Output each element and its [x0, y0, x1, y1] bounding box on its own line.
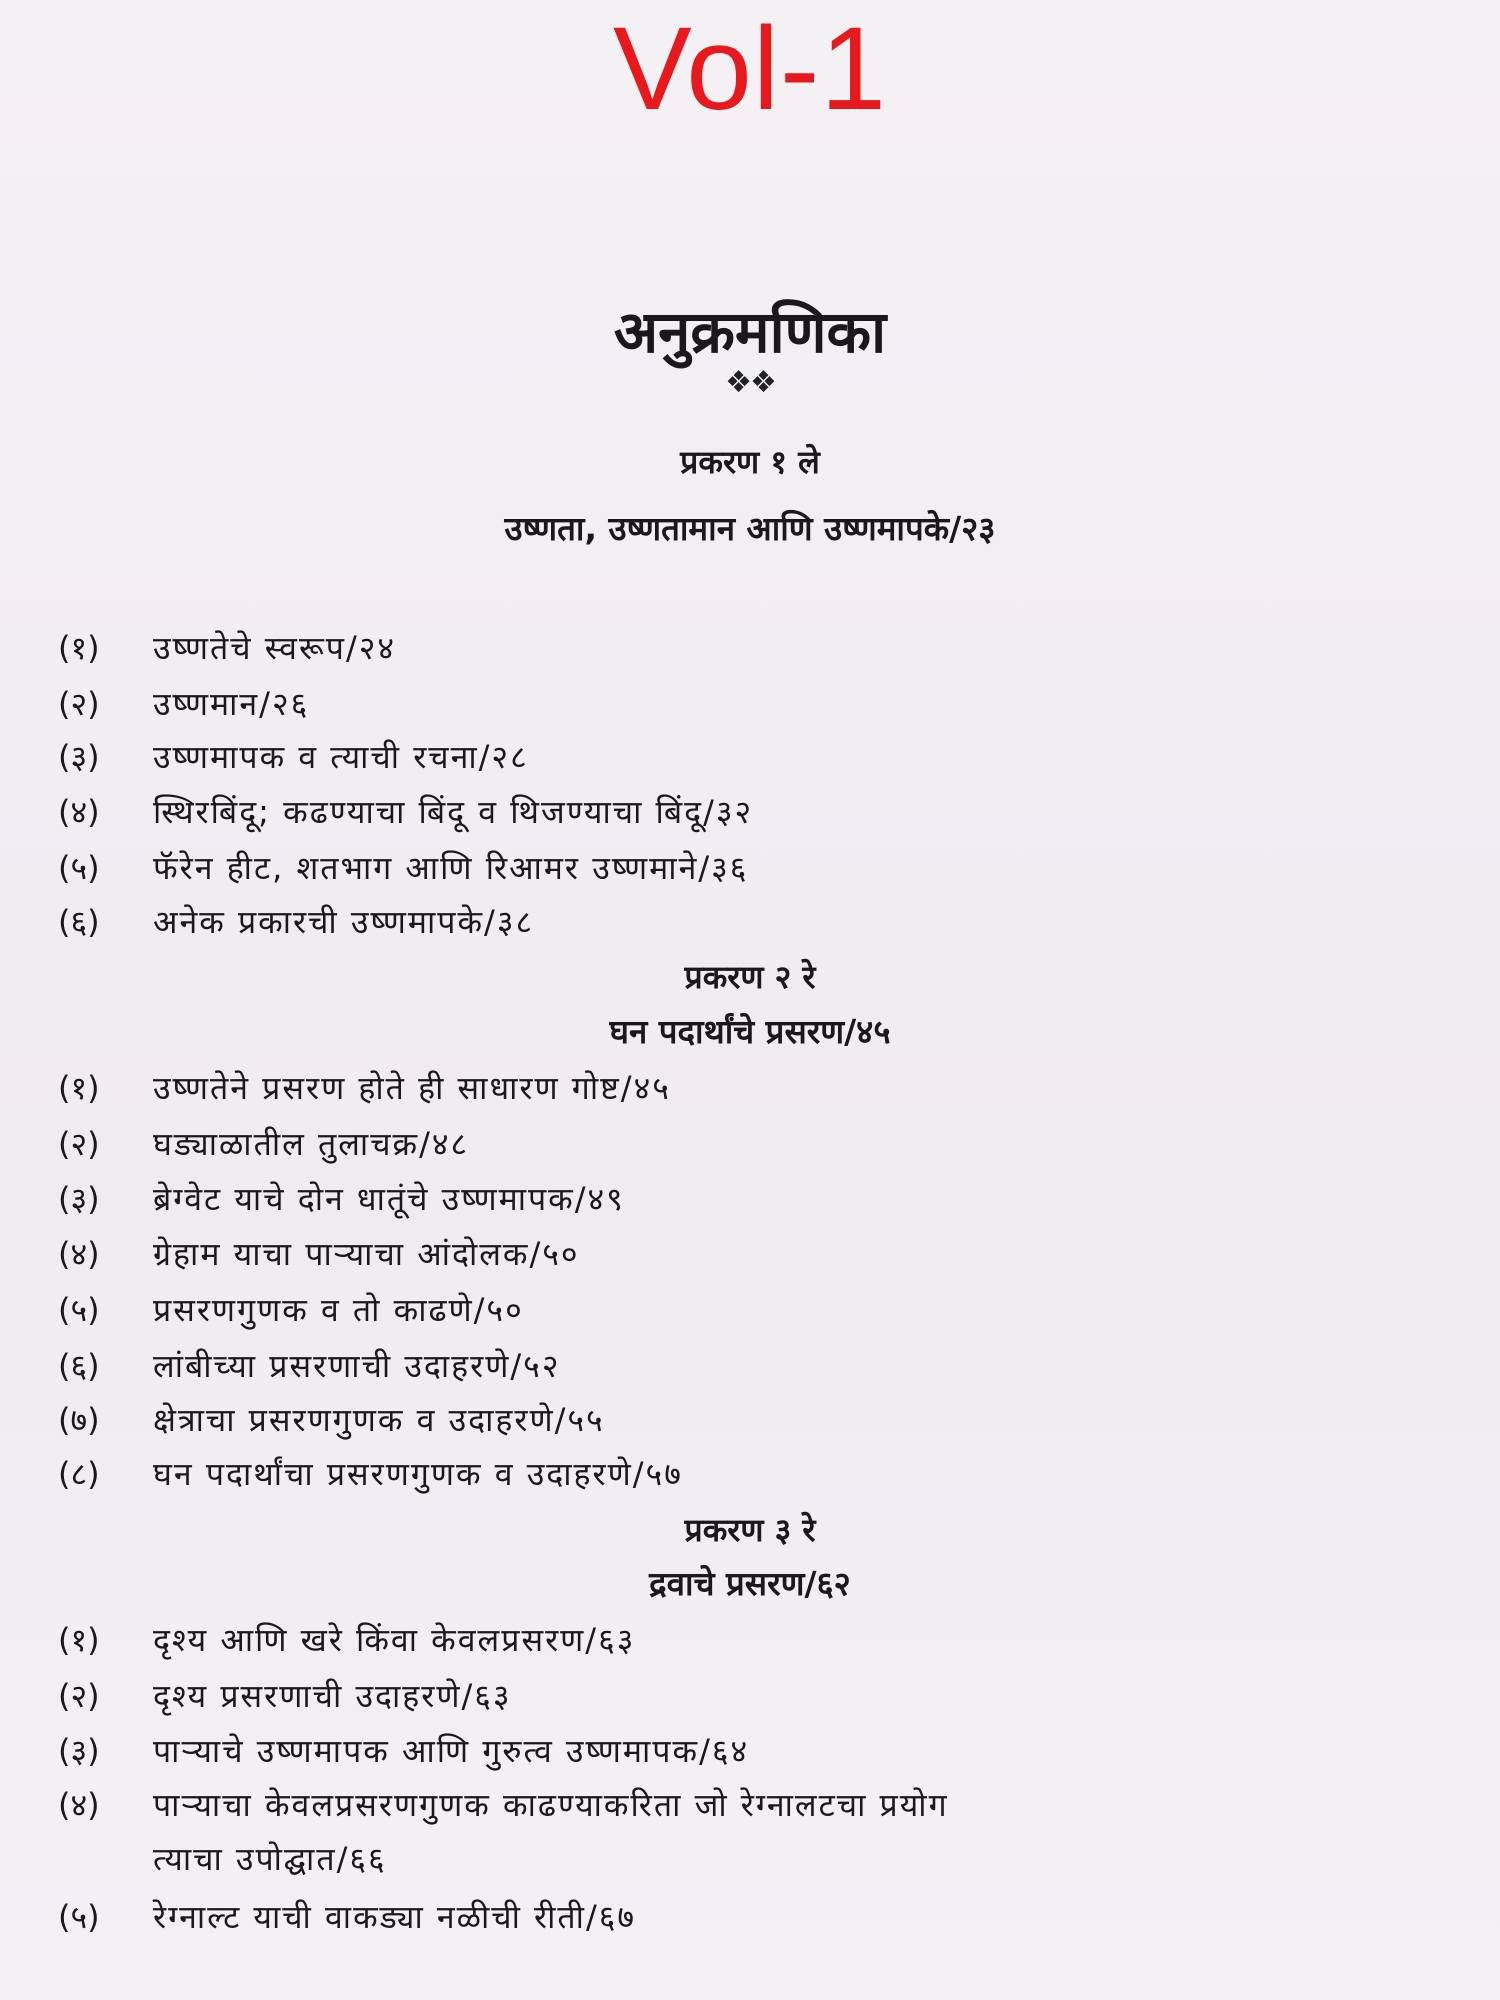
entry-number: (४): [58, 1235, 100, 1273]
entry-number: (१): [58, 1621, 100, 1659]
entry-text: उष्णतेचे स्वरूप/२४: [153, 629, 397, 667]
entry-text: ब्रेग्वेट याचे दोन धातूंचे उष्णमापक/४९: [153, 1180, 625, 1218]
toc-entry: [58, 1454, 1458, 1494]
entry-number: (८): [58, 1455, 100, 1493]
entry-number: (४): [58, 793, 100, 831]
entry-text: पाऱ्याचा केवलप्रसरणगुणक काढण्याकरिता जो रेग्नालटचा प्रयोग: [153, 1786, 949, 1824]
entry-text: घड्याळातील तुलाचक्र/४८: [153, 1125, 470, 1163]
toc-entry: [58, 1124, 1458, 1164]
entry-text: रेग्नाल्ट याची वाकड्या नळीची रीती/६७: [153, 1898, 637, 1936]
toc-entry: [58, 902, 1458, 942]
entry-text: ग्रेहाम याचा पाऱ्याचा आंदोलक/५०: [153, 1235, 580, 1273]
entry-number: (२): [58, 685, 100, 723]
entry-number: (३): [58, 1180, 100, 1218]
entry-text: पाऱ्याचे उष्णमापक आणि गुरुत्व उष्णमापक/६४: [153, 1732, 750, 1770]
entry-text: फॅरेन हीट, शतभाग आणि रिआमर उष्णमाने/३६: [153, 849, 749, 887]
toc-entry: [58, 848, 1458, 888]
toc-entry: [58, 1290, 1458, 1330]
entry-number: (२): [58, 1677, 100, 1715]
entry-number: (१): [58, 629, 100, 667]
entry-number: (२): [58, 1125, 100, 1163]
chapter-2-title: प्रकरण २ रे: [684, 958, 816, 996]
toc-entry: [58, 1897, 1458, 1937]
entry-text: प्रसरणगुणक व तो काढणे/५०: [153, 1291, 524, 1329]
toc-entry: [58, 1234, 1458, 1274]
toc-entry: [58, 684, 1458, 724]
entry-text: अनेक प्रकारची उष्णमापके/३८: [153, 903, 535, 941]
entry-continuation: त्याचा उपोद्घात/६६: [153, 1840, 387, 1878]
entry-number: (५): [58, 1291, 100, 1329]
entry-text: उष्णतेने प्रसरण होते ही साधारण गोष्ट/४५: [153, 1069, 671, 1107]
toc-entry: [58, 1620, 1458, 1660]
entry-number: (३): [58, 1732, 100, 1770]
toc-entry: [58, 792, 1458, 832]
chapter-1-title: प्रकरण १ ले: [680, 443, 820, 481]
toc-entry: [58, 1676, 1458, 1716]
chapter-3-title: प्रकरण ३ रे: [684, 1511, 816, 1549]
entry-text: दृश्य प्रसरणाची उदाहरणे/६३: [153, 1677, 512, 1715]
chapter-3-subtitle: द्रवाचे प्रसरण/६२: [649, 1564, 851, 1603]
ornament-icon: ❖❖: [725, 365, 775, 400]
toc-entry: [58, 737, 1458, 777]
entry-text: क्षेत्राचा प्रसरणगुणक व उदाहरणे/५५: [153, 1401, 605, 1439]
entry-number: (६): [58, 903, 100, 941]
entry-text: घन पदार्थांचा प्रसरणगुणक व उदाहरणे/५७: [153, 1455, 683, 1493]
toc-entry: [58, 1785, 1458, 1879]
entry-number: (६): [58, 1347, 100, 1385]
toc-entry: [58, 1731, 1458, 1771]
toc-entry: [58, 628, 1458, 668]
chapter-1-subtitle: उष्णता, उष्णतामान आणि उष्णमापके/२३: [504, 509, 996, 548]
toc-entry: [58, 1068, 1458, 1108]
entry-text: दृश्य आणि खरे किंवा केवलप्रसरण/६३: [153, 1621, 636, 1659]
toc-entry: [58, 1179, 1458, 1219]
page-title: अनुक्रमणिका: [613, 298, 887, 366]
entry-number: (४): [58, 1786, 100, 1824]
toc-entry: [58, 1346, 1458, 1386]
entry-text: उष्णमापक व त्याची रचना/२८: [153, 738, 529, 776]
toc-entry: [58, 1400, 1458, 1440]
volume-label: Vol-1: [613, 3, 887, 135]
chapter-2-subtitle: घन पदार्थांचे प्रसरण/४५: [609, 1012, 891, 1051]
entry-number: (१): [58, 1069, 100, 1107]
entry-number: (७): [58, 1401, 100, 1439]
entry-text: स्थिरबिंदू; कढण्याचा बिंदू व थिजण्याचा बिंदू/३२: [153, 793, 754, 831]
entry-text: उष्णमान/२६: [153, 685, 310, 723]
entry-number: (३): [58, 738, 100, 776]
entry-text: लांबीच्या प्रसरणाची उदाहरणे/५२: [153, 1347, 561, 1385]
entry-number: (५): [58, 1898, 100, 1936]
entry-number: (५): [58, 849, 100, 887]
